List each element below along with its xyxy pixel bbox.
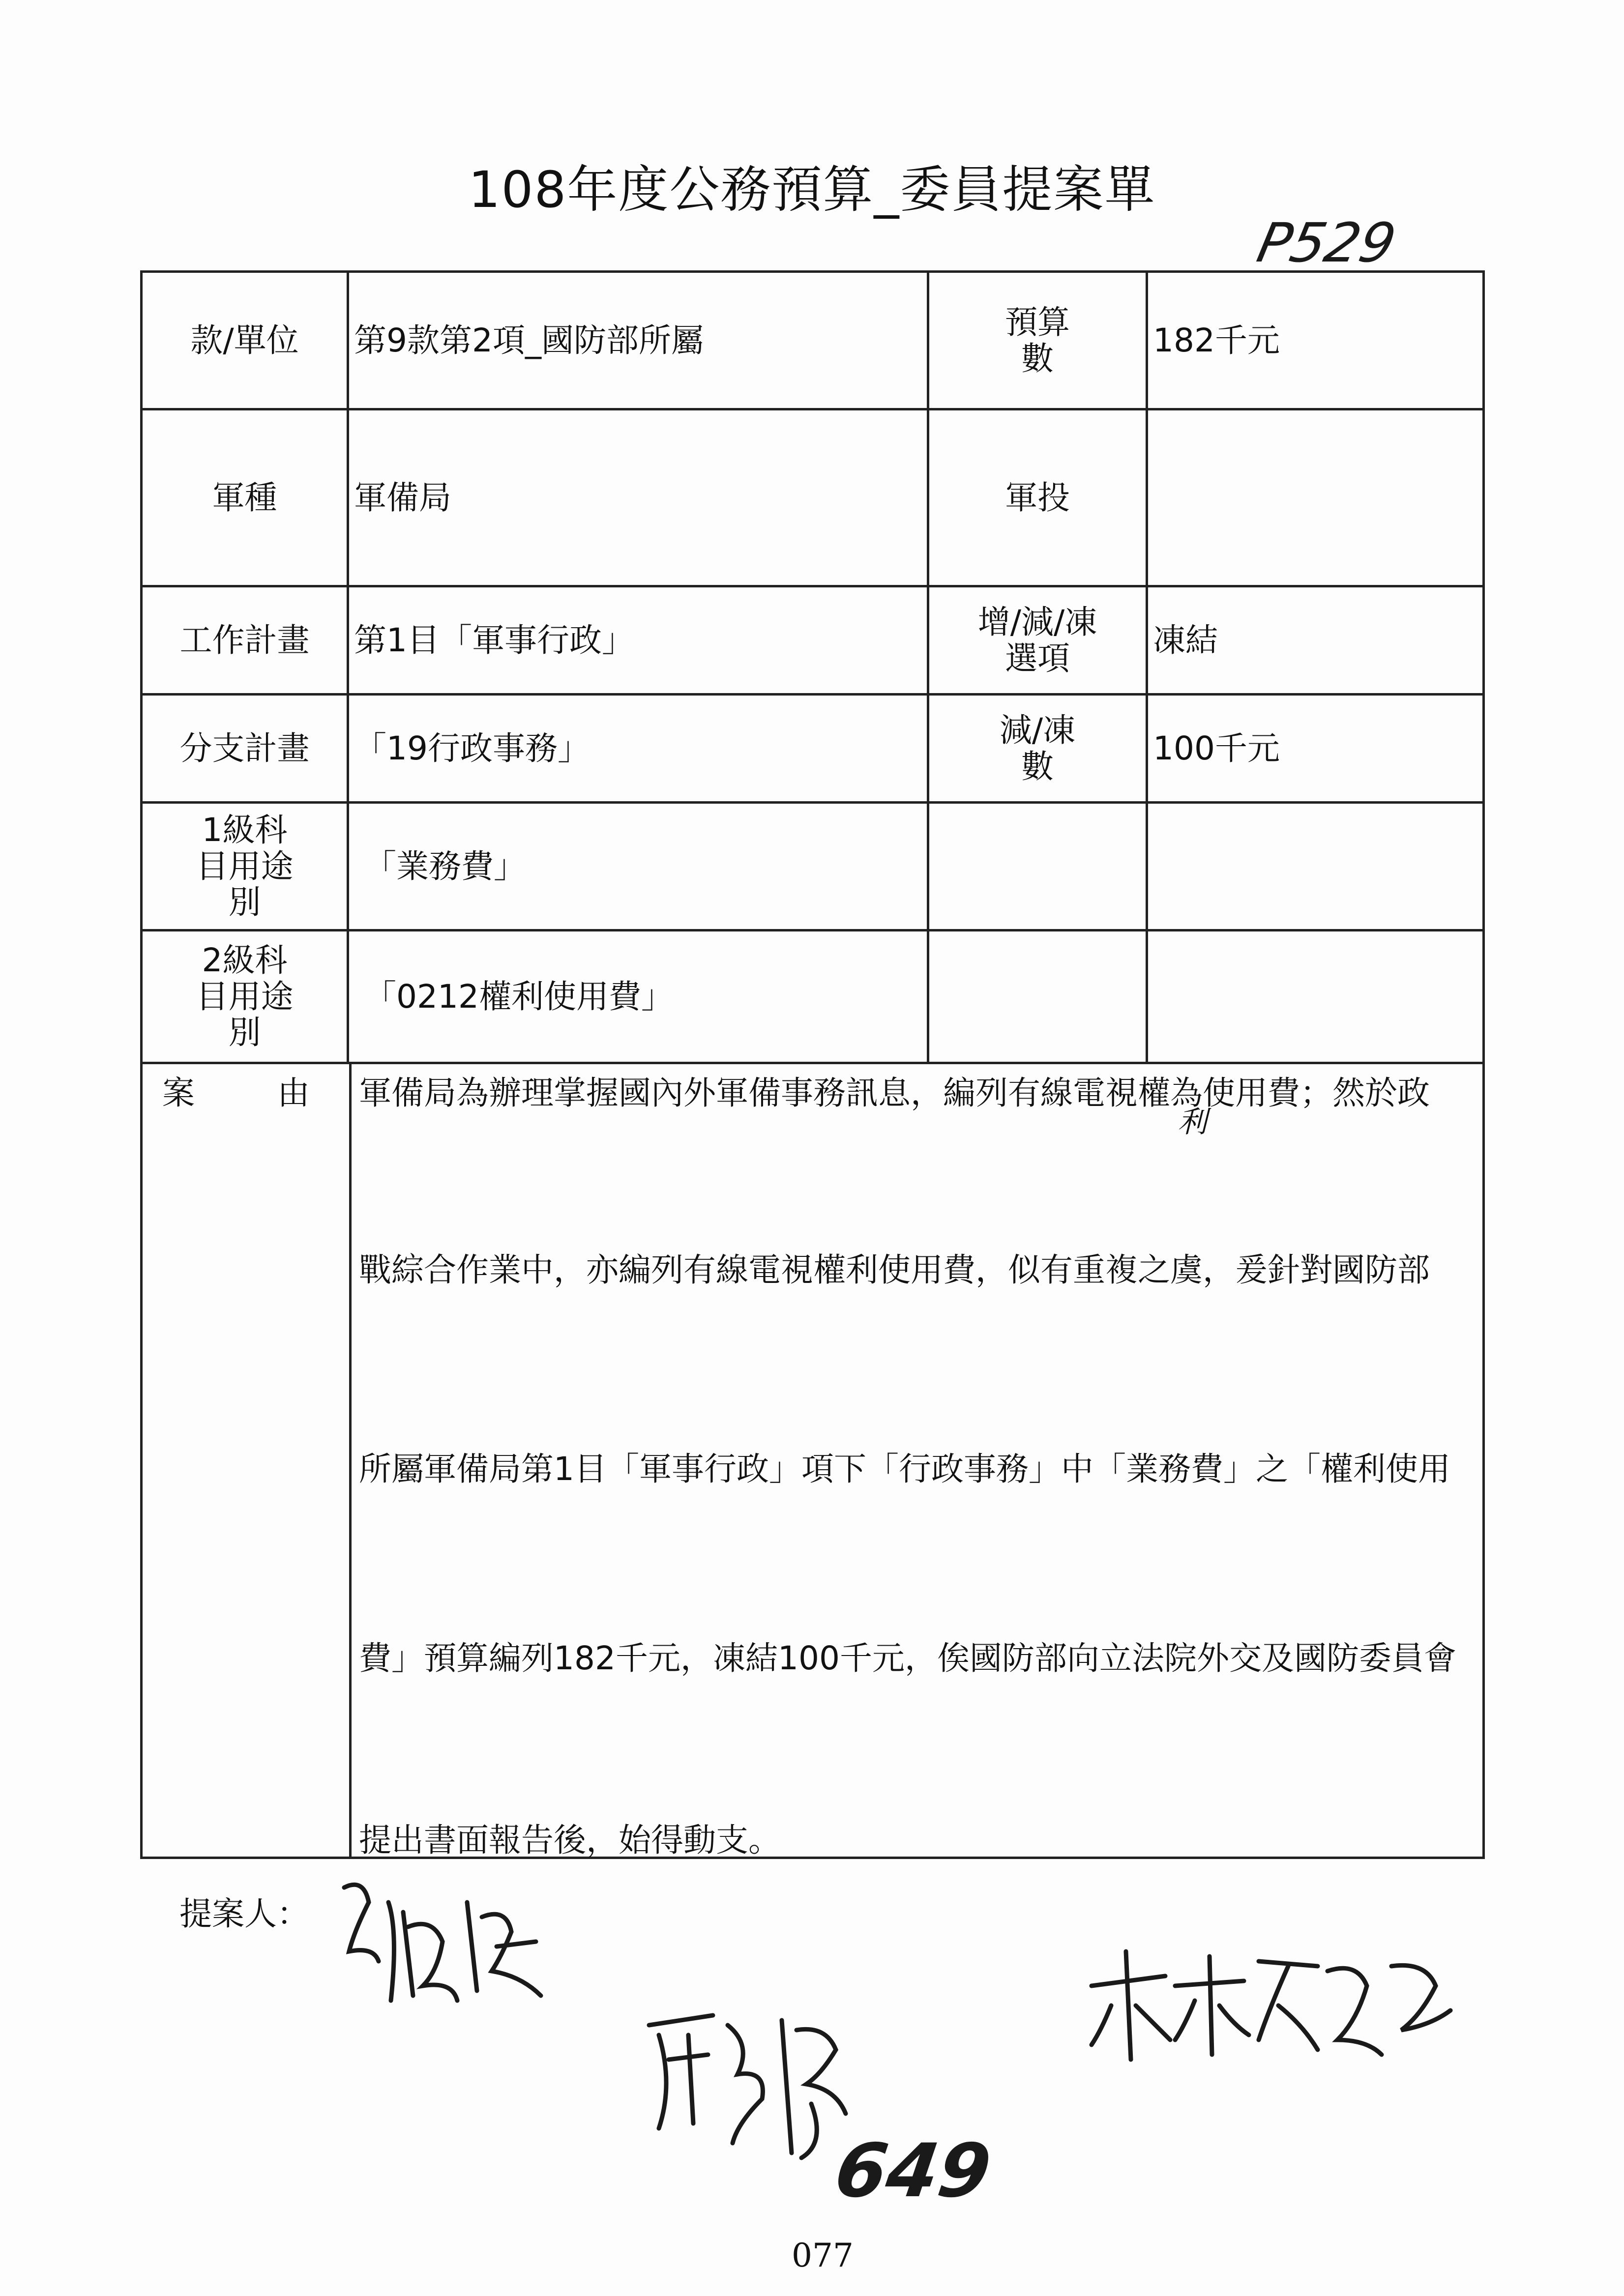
handwritten-correction: 利 — [1178, 1105, 1207, 1139]
signature-1 — [334, 1873, 565, 2020]
value-level1-subject: 「業務費」 — [364, 847, 526, 885]
reason-line-2: 戰綜合作業中，亦編列有線電視權利使用費，似有重複之虞，爰針對國防部 — [359, 1251, 1430, 1289]
label-change-option: 增/減/凍選項 — [977, 603, 1097, 677]
value-branch-plan: 「19行政事務」 — [354, 729, 590, 767]
value-work-plan: 第1目「軍事行政」 — [354, 621, 634, 659]
value-unit: 第9款第2項_國防部所屬 — [354, 321, 704, 359]
table-rule — [140, 1062, 1485, 1064]
reason-line-1: 軍備局為辦理掌握國內外軍備事務訊息，編列有線電視權為使用費；然於政 — [359, 1074, 1430, 1112]
table-rule — [1146, 270, 1148, 1062]
value-level2-subject: 「0212權利使用費」 — [364, 977, 674, 1016]
proposer-label: 提案人： — [179, 1895, 309, 1933]
value-service: 軍備局 — [354, 478, 451, 517]
label-level2-subject: 2級科目用途別 — [196, 941, 294, 1052]
document-title: 108年度公務預算_委員提案單 — [468, 161, 1156, 219]
label-branch-plan: 分支計畫 — [179, 729, 310, 767]
label-level1-subject: 1級科目用途別 — [196, 811, 294, 922]
label-work-plan: 工作計畫 — [179, 621, 310, 659]
value-budget-amount: 182千元 — [1153, 321, 1280, 359]
reason-line-5: 提出書面報告後，始得動支。 — [359, 1821, 781, 1859]
label-reason-char-2: 由 — [277, 1074, 310, 1112]
label-reason-char-1: 案 — [162, 1074, 195, 1112]
label-freeze-amount: 減/凍數 — [999, 711, 1076, 785]
reason-line-3: 所屬軍備局第1目「軍事行政」項下「行政事務」中「業務費」之「權利使用 — [359, 1450, 1450, 1488]
value-change-option: 凍結 — [1153, 621, 1218, 659]
label-service: 軍種 — [212, 478, 277, 517]
table-rule — [347, 270, 349, 1062]
label-unit: 款/單位 — [190, 321, 299, 359]
value-military-investment — [1153, 410, 1482, 585]
label-military-investment: 軍投 — [1005, 478, 1070, 517]
label-reason — [162, 1067, 310, 1113]
handwritten-page-number: 649 — [829, 2128, 996, 2214]
signature-3 — [1082, 1942, 1455, 2069]
reason-line-4: 費」預算編列182千元，凍結100千元，俟國防部向立法院外交及國防委員會 — [359, 1639, 1456, 1677]
label-budget-amount: 預算數 — [1005, 303, 1070, 378]
value-freeze-amount: 100千元 — [1153, 729, 1280, 767]
handwritten-annotation: P529 — [1252, 211, 1401, 274]
page-number: 077 — [792, 2237, 854, 2274]
table-rule — [349, 1062, 352, 1859]
